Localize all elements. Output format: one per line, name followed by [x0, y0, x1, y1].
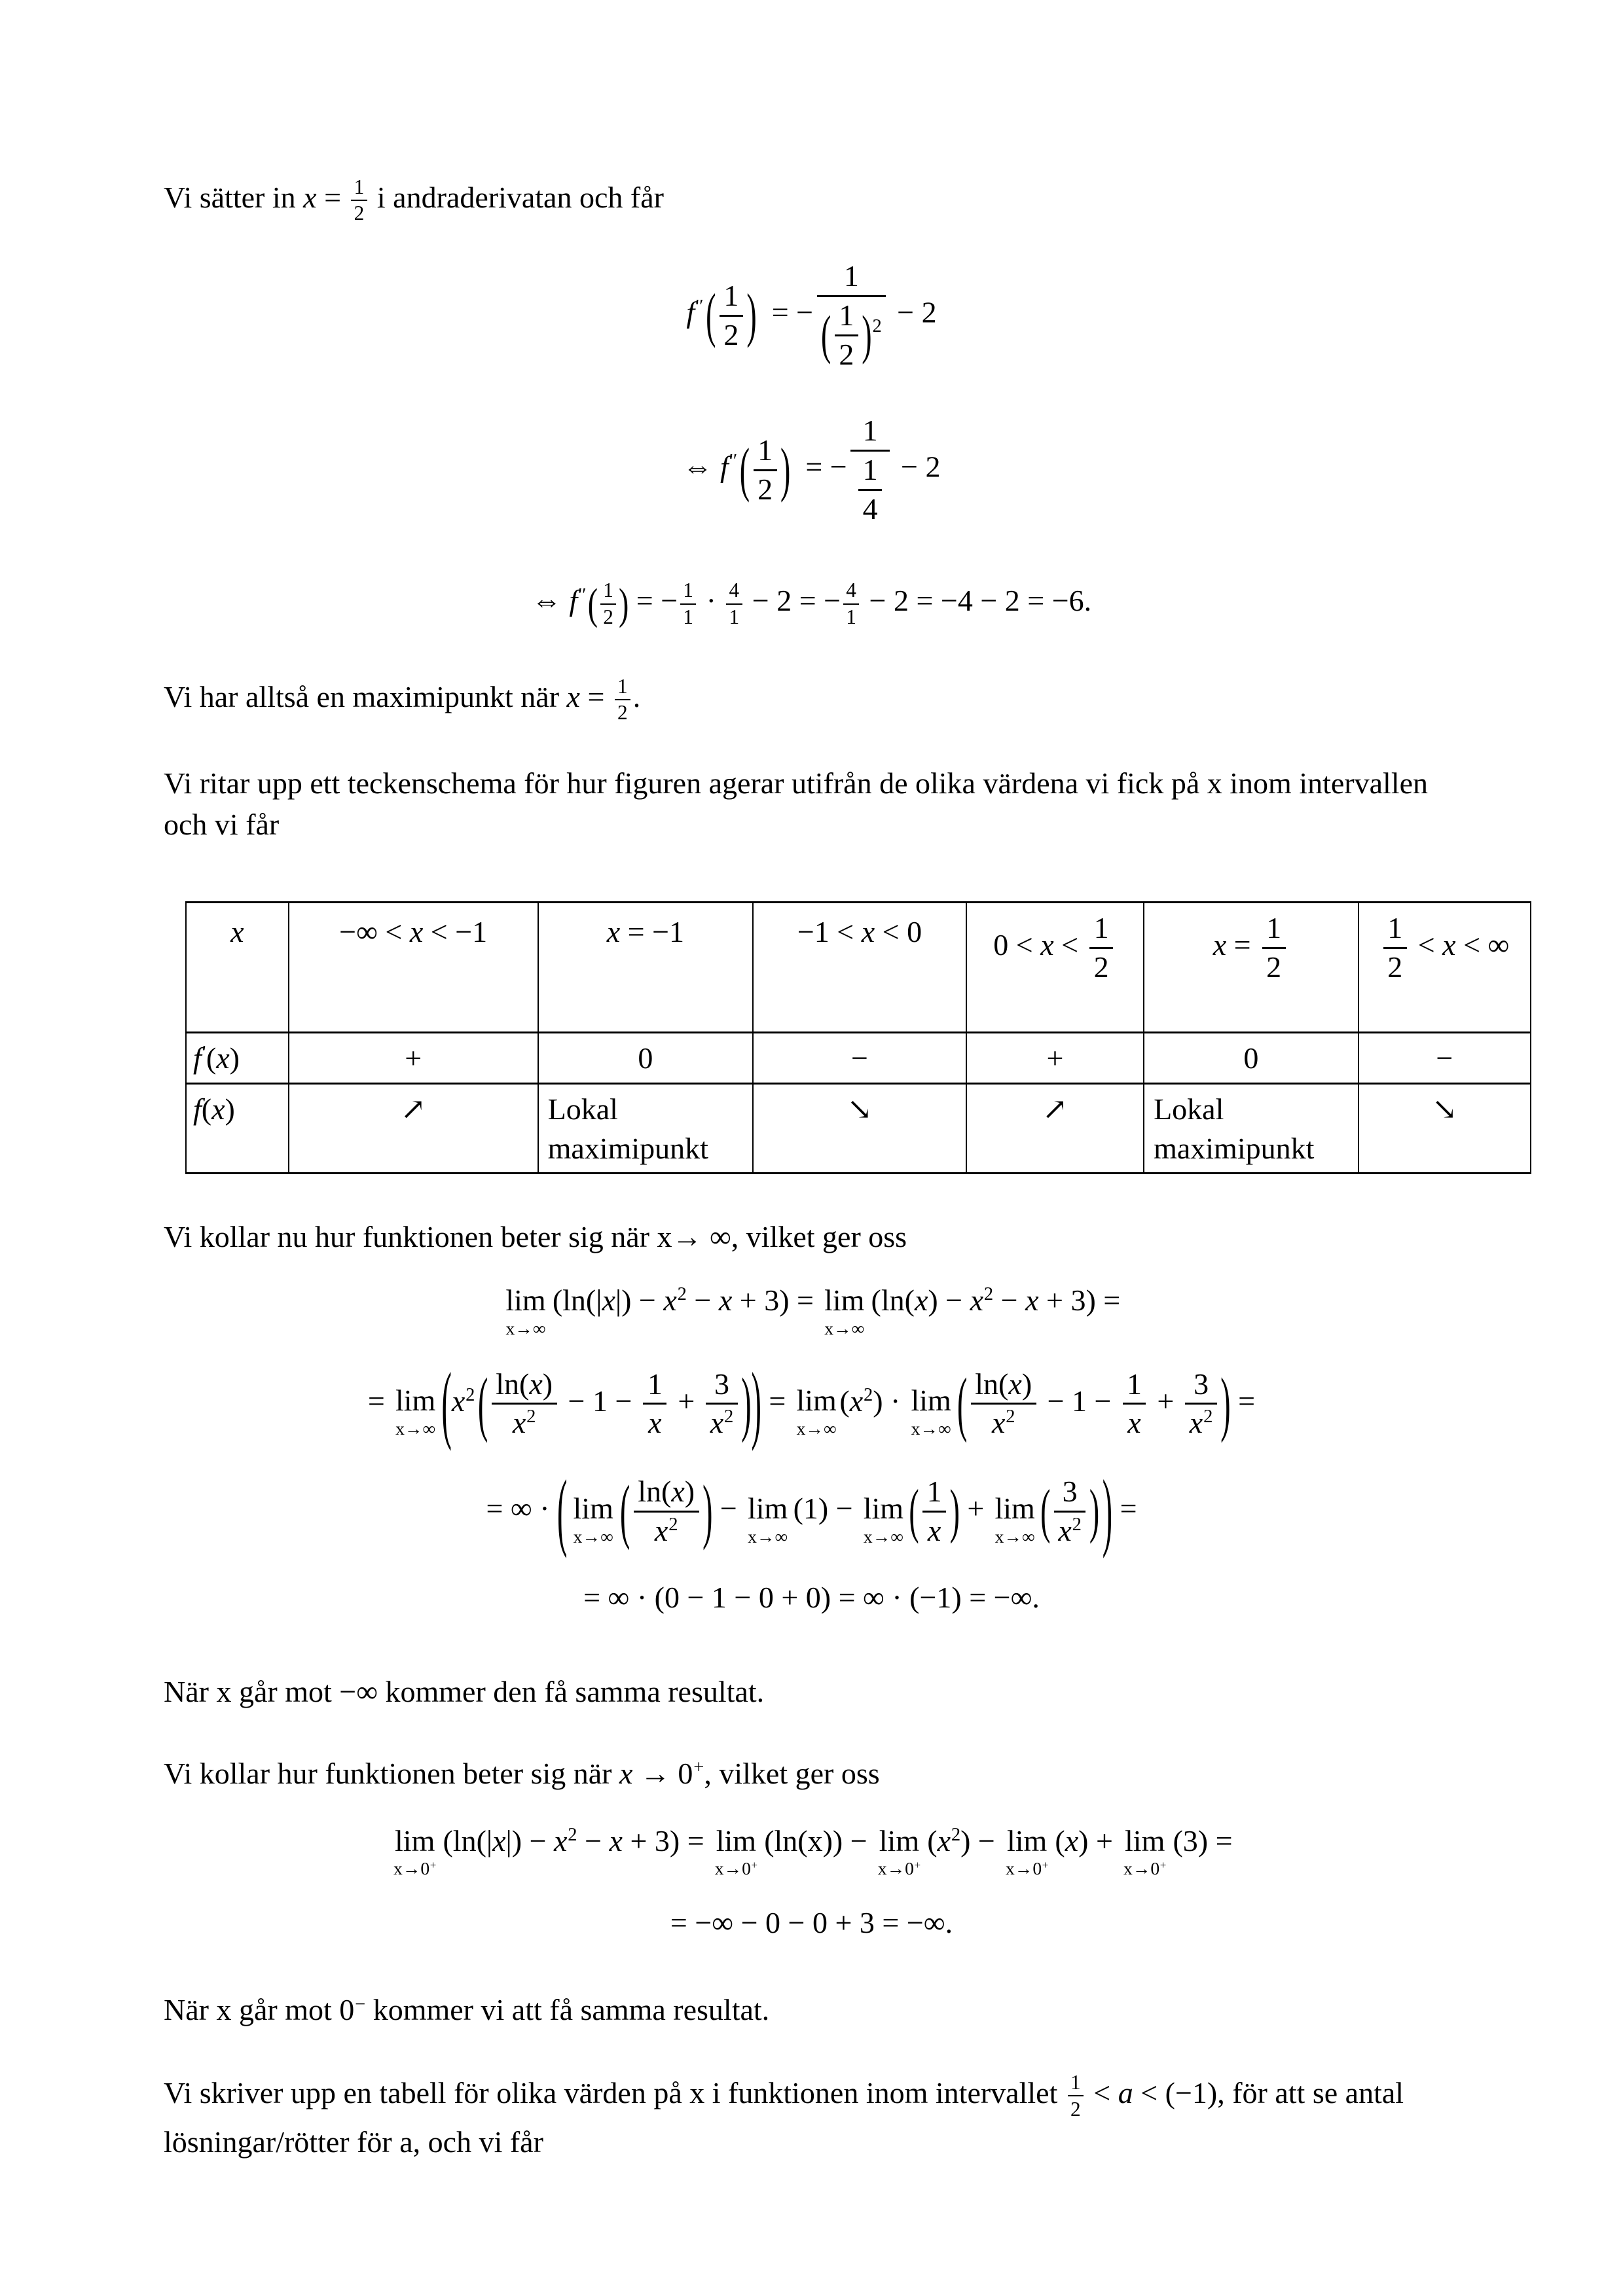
table-cell: Lokal maximipunkt: [538, 1084, 754, 1174]
fprime-label-cell: f′(x): [186, 1033, 289, 1084]
sign-table-fprime-row: [186, 1033, 1531, 1084]
equation-limit-inf-1: lim x→∞ $(\ln(|x|) - x^2 - x + 3)$ = lim x→∞ $(\ln(x) - x^2 - x + 3)$ =: [505, 1283, 1121, 1338]
header-cell-x: x: [186, 903, 289, 1033]
limit-inf-block: [164, 1280, 1459, 1619]
header-cell-interval-6: $\frac{1}{2}$ < x < ∞: [1359, 903, 1531, 1033]
table-cell: ↗: [289, 1084, 538, 1174]
table-cell: ↘: [753, 1084, 966, 1174]
equation-second-derivative-2: ⇔ f′′( $\frac{1}{2}$ ) = − $\frac{1}{\frac{1}{4}}$ − 2: [682, 414, 941, 526]
paragraph-maximipunkt: Vi har alltså en maximipunkt när x = $\frac{1}{2}$ .: [164, 674, 641, 725]
equation-second-derivative-1: f′′( $\frac{1}{2}$ ) = − 1 ( $\frac{1}{2}$ )$^2$ − 2: [686, 259, 937, 371]
table-cell: Lokal maximipunkt: [1144, 1084, 1359, 1174]
table-cell: +: [289, 1033, 538, 1084]
equation-limit-zero-1: lim x→0+ $(\ln(|x|) - x^2 - x + 3)$ = lim x→0+ (ln(x)) − lim x→0+ $(x^2)$ − lim x→0+ (x) + lim x→0+ (3) =: [393, 1823, 1233, 1879]
paragraph-zero-minus: När x går mot 0− kommer vi att få samma resultat.: [164, 1993, 770, 2027]
header-cell-interval-2: x = −1: [538, 903, 754, 1033]
header-cell-interval-5: x = $\frac{1}{2}$: [1144, 903, 1359, 1033]
f-label-cell: f(x): [186, 1084, 289, 1174]
table-cell: +: [966, 1033, 1144, 1084]
equation-limit-inf-2: = lim x→∞ ($x^2$( $\frac{\ln(x)}{x^2}$ − 1 − $\frac{1}{x}$ + $\frac{3}{x^2}$ )) = lim x→∞ $(x^2)$ · lim x→∞ ( $\frac{\ln(x)}{x^2}$ − 1 − $\frac{1}{x}$ + $\frac{3}{x^2}$ ) =: [367, 1354, 1256, 1452]
paragraph-tabell: Vi skriver upp en tabell för olika värden på x i funktionen inom intervallet $\frac{1}{2}$ < a < (−1), för att se antal lösningar/rötter för a, och vi får: [164, 2071, 1412, 2159]
table-cell: ↗: [966, 1084, 1144, 1174]
header-cell-interval-4: 0 < x < $\frac{1}{2}$: [966, 903, 1144, 1033]
table-cell: 0: [1144, 1033, 1359, 1084]
paragraph-neg-inf: När x går mot −∞ kommer den få samma resultat.: [164, 1674, 765, 1708]
equation-limit-inf-4: = ∞ · (0 − 1 − 0 + 0) = ∞ · (−1) = −∞.: [583, 1581, 1040, 1615]
sign-table-header-row: [186, 903, 1531, 1033]
paragraph-limit-inf-intro: Vi kollar nu hur funktionen beter sig när x→ ∞, vilket ger oss: [164, 1219, 907, 1253]
equation-limit-zero-2: = −∞ − 0 − 0 + 3 = −∞.: [670, 1906, 953, 1940]
paragraph-limit-zero-intro: Vi kollar hur funktionen beter sig när x → 0+, vilket ger oss: [164, 1756, 880, 1790]
header-cell-interval-1: −∞ < x < −1: [289, 903, 538, 1033]
sign-table: [185, 901, 1531, 1174]
equation-second-derivative-3: ⇔ f′′( $\frac{1}{2}$ ) = − $\frac{1}{1}$ · $\frac{4}{1}$ − 2 = − $\frac{4}{1}$ − 2 = −4 − 2 = −6.: [531, 579, 1092, 628]
equation-limit-inf-3: = ∞ · ( lim x→∞ ( $\frac{\ln(x)}{x^2}$ ) − lim x→∞ (1) − lim x→∞ ( $\frac{1}{x}$ ) + lim x→∞ ( $\frac{3}{x^2}$ )) =: [486, 1462, 1137, 1559]
table-cell: 0: [538, 1033, 754, 1084]
limit-zero-block: [164, 1820, 1459, 1944]
header-cell-interval-3: −1 < x < 0: [753, 903, 966, 1033]
paragraph-teckenschema: Vi ritar upp ett teckenschema för hur figuren agerar utifrån de olika värdena vi fick på x inom intervallen och vi får: [164, 766, 1429, 842]
table-cell: −: [753, 1033, 966, 1084]
sign-table-f-row: [186, 1084, 1531, 1174]
table-cell: ↘: [1359, 1084, 1531, 1174]
table-cell: −: [1359, 1033, 1531, 1084]
paragraph-intro: Vi sätter in x = $\frac{1}{2}$ i andraderivatan och får: [164, 175, 664, 225]
